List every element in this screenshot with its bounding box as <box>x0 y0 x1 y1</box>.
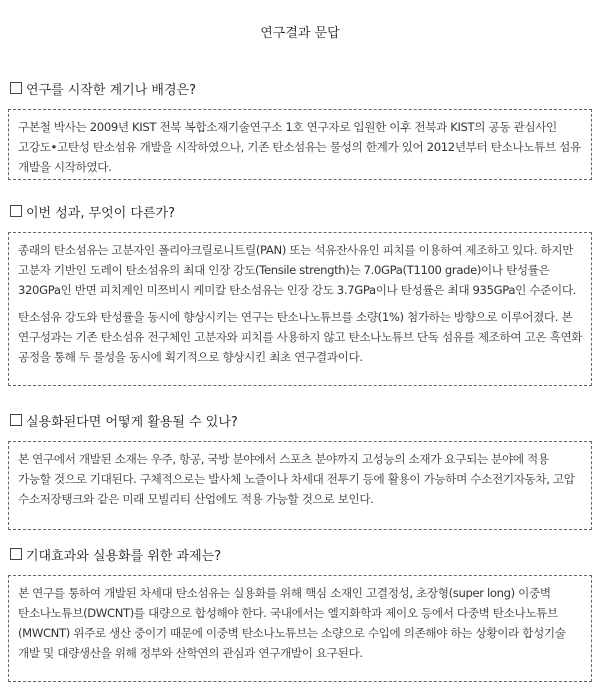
checkbox-icon <box>10 548 22 560</box>
question-text: 실용화된다면 어떻게 활용될 수 있나? <box>26 414 238 430</box>
question-text: 기대효과와 실용화를 위한 과제는? <box>26 548 222 564</box>
question-text: 연구를 시작한 계기나 배경은? <box>26 82 196 98</box>
question-heading <box>10 545 592 563</box>
qa-section <box>8 202 592 386</box>
answer-box <box>8 441 592 530</box>
question-heading <box>10 79 592 97</box>
question-heading <box>10 411 592 429</box>
question-heading <box>10 202 592 220</box>
page-title: 연구결과 문답 <box>260 26 340 41</box>
answer-box <box>8 232 592 386</box>
answer-paragraph: 종래의 탄소섬유는 고분자인 폴리아크릴로니트릴(PAN) 또는 석유잔사유인 피치를 이용하여 제조하고 있다. 하지만 고분자 기반인 도레이 탄소섬유의 최대 인장 강도(Tensile strength)는 7.0GPa(T1100 grade)이나 탄성률은 320GPa인 반면 피치계인 미쯔비시 케미칼 탄소섬유는 인장 강도 3.7GPa이나 탄성률은 최대 935GPa인 수준이다. <box>18 243 577 297</box>
checkbox-icon <box>10 414 22 426</box>
checkbox-icon <box>10 82 22 94</box>
qa-section <box>8 411 592 530</box>
checkbox-icon <box>10 205 22 217</box>
qa-section <box>8 545 592 682</box>
answer-box <box>8 575 592 682</box>
question-text: 이번 성과, 무엇이 다른가? <box>26 205 176 221</box>
answer-paragraph: 탄소섬유 강도와 탄성률을 동시에 향상시키는 연구는 탄소나노튜브를 소량(1%) 첨가하는 방향으로 이루어졌다. 본 연구성과는 기존 탄소섬유 전구체인 고분자와 피치를 사용하지 않고 탄소나노튜브 단독 섬유를 제조하여 고온 흑연화 공정을 통해 두 물성을 동시에 획기적으로 향상시킨 최초 연구결과이다. <box>18 310 583 364</box>
answer-paragraph: 구본철 박사는 2009년 KIST 전북 복합소재기술연구소 1호 연구자로 입원한 이후 전북과 KIST의 공동 관심사인 고강도•고탄성 탄소섬유 개발을 시작하였으나, 기존 탄소섬유는 물성의 한계가 있어 2012년부터 탄소나노튜브 섬유 개발을 시작하였다. <box>18 120 581 174</box>
answer-paragraph: 본 연구를 통하여 개발된 차세대 탄소섬유는 실용화를 위해 핵심 소재인 고결정성, 초장형(super long) 이중벽 탄소나노튜브(DWCNT)를 대량으로 합성해야 한다. 국내에서는 엘지화학과 제이오 등에서 다중벽 탄소나노튜브(MWCNT) 위주로 생산 중이기 때문에 이중벽 탄소나노튜브는 소량으로 수입에 의존해야 하는 상황이라 합성기술 개발 및 대량생산을 위해 정부와 산학연의 관심과 연구개발이 요구된다. <box>18 586 566 660</box>
qa-section <box>8 79 592 180</box>
answer-paragraph: 본 연구에서 개발된 소재는 우주, 항공, 국방 분야에서 스포츠 분야까지 고성능의 소재가 요구되는 분야에 적용 가능할 것으로 기대된다. 구체적으로는 발사체 노즐이나 차세대 전투기 등에 활용이 가능하며 수소전기자동차, 고압 수소저장탱크와 같은 미래 모빌리티 산업에도 적용 가능할 것으로 보인다. <box>18 452 575 506</box>
answer-box <box>8 109 592 180</box>
